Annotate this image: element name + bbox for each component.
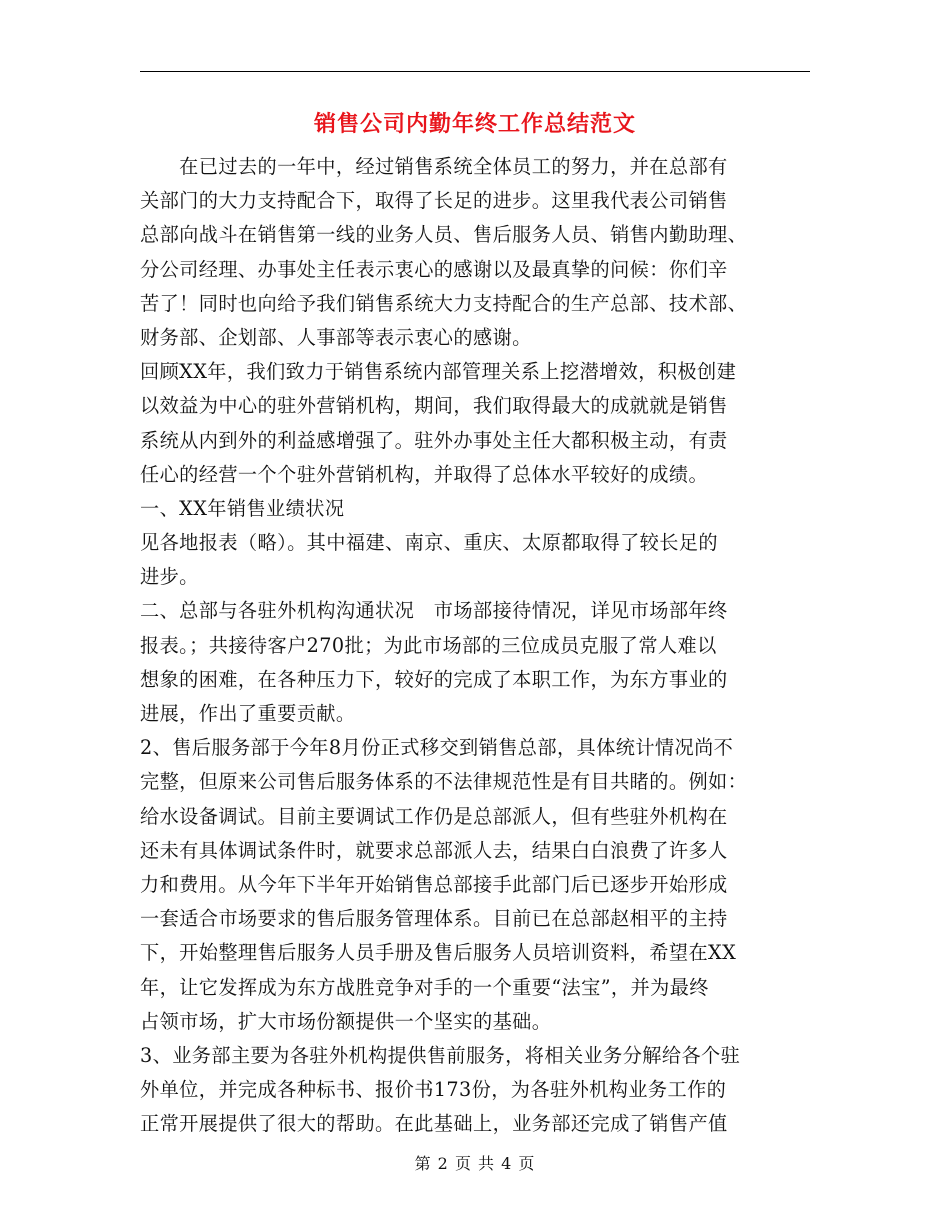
body-line: 想象的困难，在各种压力下，较好的完成了本职工作，为东方事业的 (140, 667, 728, 691)
section-heading: 一、XX年销售业绩状况 (140, 496, 345, 520)
body-line: 完整，但原来公司售后服务体系的不法律规范性是有目共睹的。例如： (140, 770, 748, 794)
body-line: 占领市场，扩大市场份额提供一个坚实的基础。 (140, 1009, 552, 1033)
body-line: 还未有具体调试条件时，就要求总部派人去，结果白白浪费了许多人 (140, 838, 728, 862)
body-line: 在已过去的一年中，经过销售系统全体员工的努力，并在总部有 (140, 155, 728, 178)
body-line: 进步。 (140, 565, 199, 589)
body-line: 进展，作出了重要贡献。 (140, 702, 356, 725)
body-line: 3、业务部主要为各驻外机构提供售前服务，将相关业务分解给各个驻 (140, 1043, 741, 1067)
document-title: 销售公司内勤年终工作总结范文 (313, 112, 636, 137)
page-number: 第 2 页 共 4 页 (414, 1154, 536, 1173)
body-line: 见各地报表（略）。其中福建、南京、重庆、太原都取得了较长足的 (140, 531, 719, 555)
body-line: 正常开展提供了很大的帮助。在此基础上，业务部还完成了销售产值 (140, 1112, 728, 1136)
body-line: 财务部、企划部、人事部等表示衷心的感谢。 (140, 325, 532, 349)
body-line: 分公司经理、办事处主任表示衷心的感谢以及最真挚的问候：你们辛 (140, 257, 728, 281)
body-line: 任心的经营一个个驻外营销机构，并取得了总体水平较好的成绩。 (140, 462, 709, 486)
body-line: 报表。；共接待客户270批；为此市场部的三位成员克服了常人难以 (140, 633, 717, 657)
body-line: 下，开始整理售后服务人员手册及售后服务人员培训资料，希望在XX (140, 941, 737, 965)
section-heading: 二、总部与各驻外机构沟通状况 市场部接待情况，详见市场部年终 (140, 599, 728, 623)
body-line: 关部门的大力支持配合下，取得了长足的进步。这里我代表公司销售 (140, 189, 728, 213)
body-line: 给水设备调试。目前主要调试工作仍是总部派人，但有些驻外机构在 (140, 804, 728, 828)
header-rule (140, 71, 810, 72)
body-line: 以效益为中心的驻外营销机构，期间，我们取得最大的成就就是销售 (140, 394, 728, 418)
body-line: 年，让它发挥成为东方战胜竞争对手的一个重要“法宝”，并为最终 (140, 975, 709, 999)
body-line: 总部向战斗在销售第一线的业务人员、售后服务人员、销售内勤助理、 (140, 223, 748, 247)
body-line: 回顾XX年，我们致力于销售系统内部管理关系上挖潜增效，积极创建 (140, 360, 737, 384)
body-line: 一套适合市场要求的售后服务管理体系。目前已在总部赵相平的主持 (140, 907, 728, 931)
document-body (140, 150, 810, 1141)
body-line: 外单位，并完成各种标书、报价书173份，为各驻外机构业务工作的 (140, 1078, 727, 1102)
body-line: 力和费用。从今年下半年开始销售总部接手此部门后已逐步开始形成 (140, 872, 728, 896)
body-line: 系统从内到外的利益感增强了。驻外办事处主任大都积极主动，有责 (140, 428, 728, 452)
body-line: 2、售后服务部于今年8月份正式移交到销售总部，具体统计情况尚不 (140, 736, 734, 760)
body-line: 苦了！同时也向给予我们销售系统大力支持配合的生产总部、技术部、 (140, 291, 748, 315)
